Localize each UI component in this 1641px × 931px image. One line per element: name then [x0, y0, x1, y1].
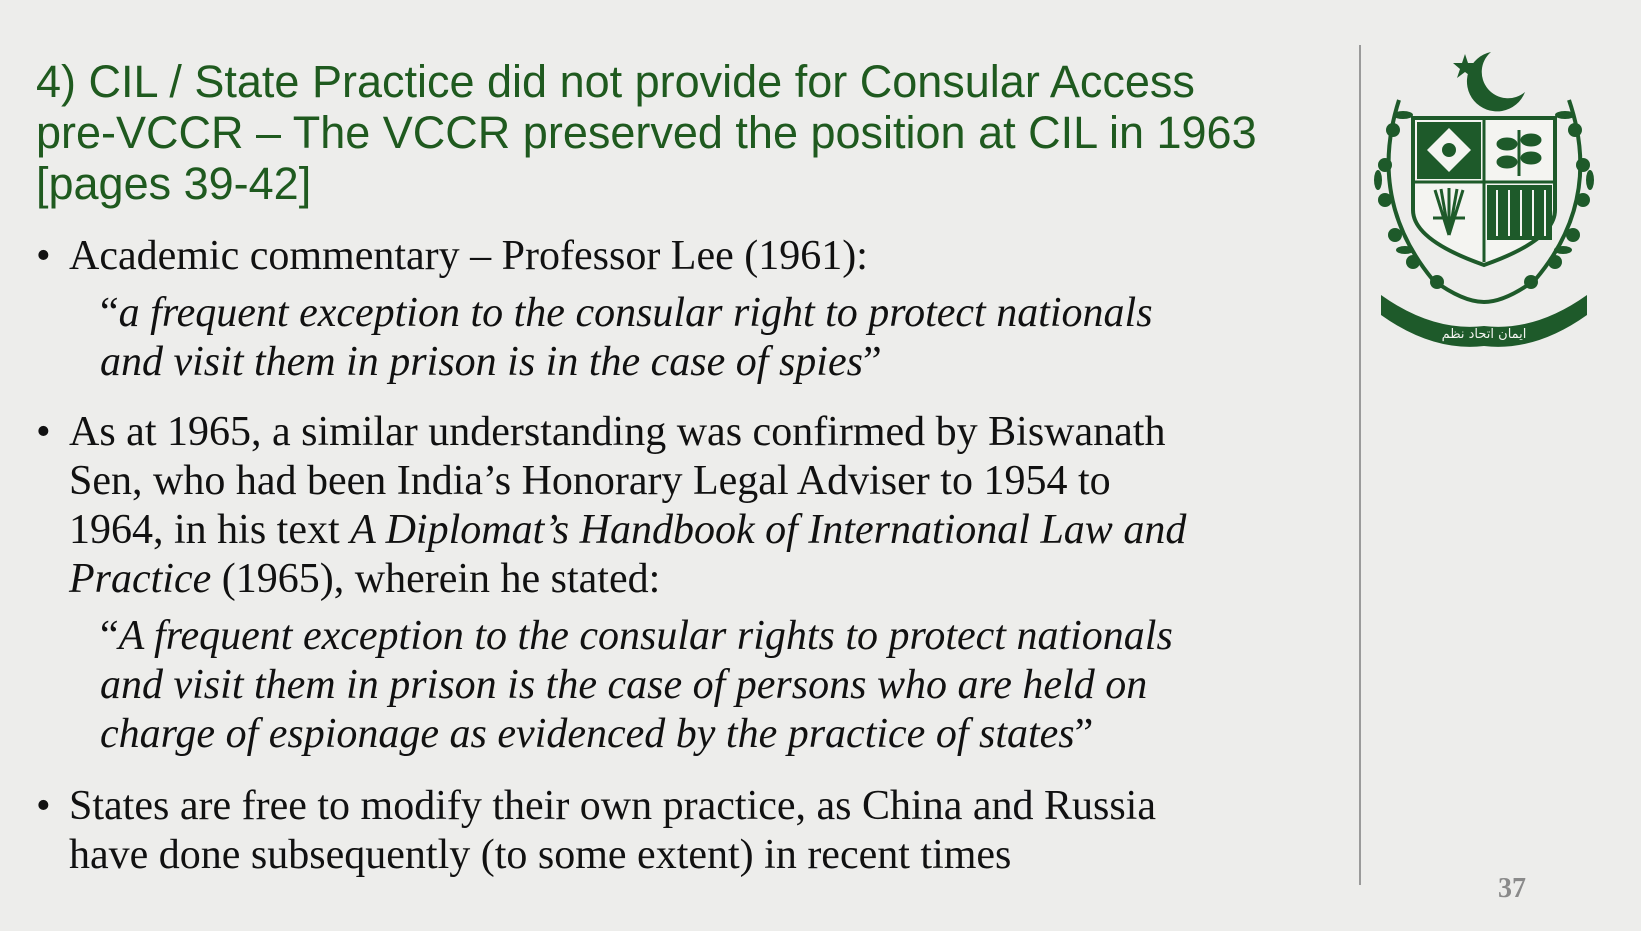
quote-close-mark: ”	[1074, 711, 1094, 757]
quote-open-mark: “	[100, 613, 119, 659]
quote-2-line-1: A frequent exception to the consular rights to protect nationals	[118, 613, 1173, 659]
crescent-icon	[1467, 52, 1525, 111]
title-line-3: [pages 39-42]	[36, 158, 312, 209]
quote-close-mark: ”	[862, 339, 882, 385]
bullet-2-line-1: As at 1965, a similar understanding was confirmed by Biswanath	[69, 409, 1166, 455]
title-line-2: pre-VCCR – The VCCR preserved the position at CIL in 1963	[36, 107, 1257, 158]
book-title-part-1: A Diplomat’s Handbook of International Law and	[350, 507, 1187, 553]
quote-2-line-2: and visit them in prison is the case of persons who are held on	[100, 662, 1148, 708]
bullet-dot: •	[36, 409, 51, 455]
bullet-item-2	[36, 408, 1186, 759]
bullet-2-line-3-text: 1964, in his text	[69, 507, 351, 553]
bullet-item-3	[36, 782, 1156, 880]
bullet-2-line-4-text: (1965), wherein he stated:	[211, 556, 661, 602]
quote-open-mark: “	[100, 290, 119, 336]
bullet-3-line-2: have done subsequently (to some extent) in recent times	[69, 832, 1012, 878]
shield-icon	[1413, 118, 1555, 265]
bullet-dot: •	[36, 233, 51, 279]
quote-2-line-3: charge of espionage as evidenced by the practice of states	[100, 711, 1075, 757]
state-emblem-icon	[1373, 40, 1641, 360]
quote-1-line-1: a frequent exception to the consular right to protect nationals	[118, 290, 1153, 336]
title-line-1: 4) CIL / State Practice did not provide for Consular Access	[36, 56, 1195, 107]
vertical-divider	[1359, 45, 1361, 885]
bullet-dot: •	[36, 783, 51, 829]
quote-1-line-2: and visit them in prison is in the case of spies	[100, 339, 863, 385]
page-number: 37	[1498, 873, 1526, 904]
bullet-1-quote	[36, 289, 1153, 387]
bullet-2-quote	[36, 612, 1186, 759]
bullet-3-line-1: States are free to modify their own practice, as China and Russia	[69, 783, 1156, 829]
emblem-motto: ایمان اتحاد نظم	[1441, 327, 1527, 342]
bullet-item-1	[36, 232, 1153, 387]
book-title-part-2: Practice	[69, 556, 212, 602]
bullet-2-line-2: Sen, who had been India’s Honorary Legal Adviser to 1954 to	[69, 458, 1111, 504]
bullet-1-text: Academic commentary – Professor Lee (1961):	[69, 233, 868, 279]
slide-title	[36, 56, 1336, 209]
